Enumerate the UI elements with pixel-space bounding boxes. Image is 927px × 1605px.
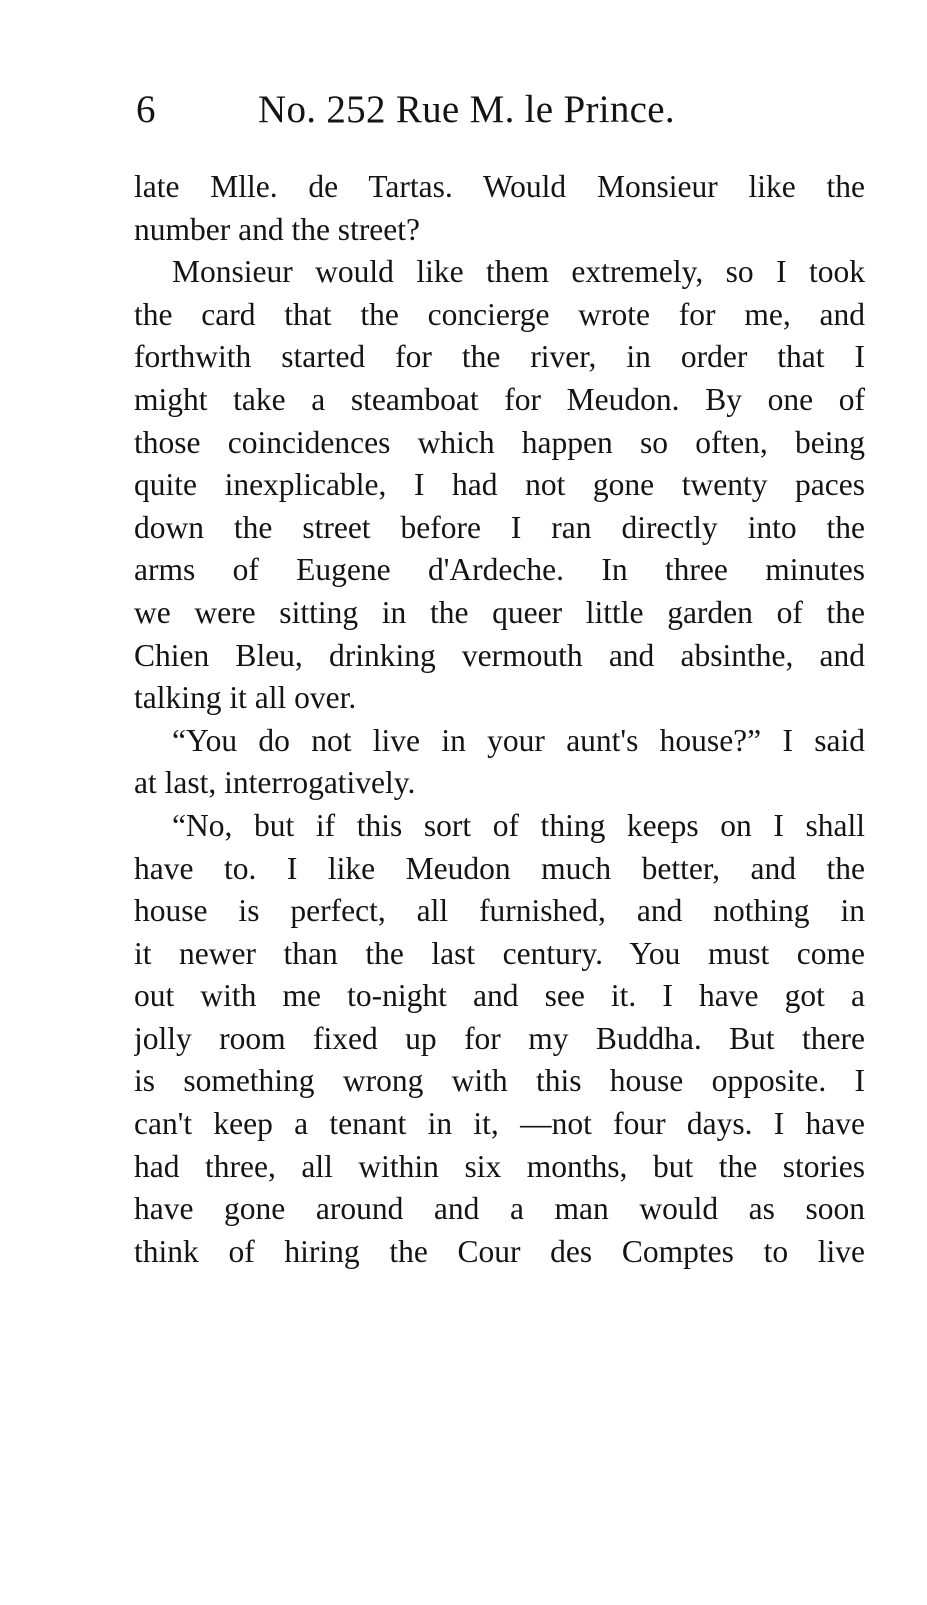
running-title: No. 252 Rue M. le Prince.: [258, 88, 675, 131]
text-line: late Mlle. de Tartas. Would Monsieur like the: [134, 169, 865, 204]
page-number: 6: [136, 88, 156, 131]
text-line: quite inexplicable, I had not gone twenty paces: [134, 467, 865, 503]
text-line: have to. I like Meudon much better, and the: [134, 850, 865, 886]
text-line: down the street before I ran directly into the: [134, 509, 865, 545]
text-line: have gone around and a man would as soon: [134, 1191, 865, 1227]
text-line: number and the street?: [134, 211, 421, 247]
paragraph: [134, 805, 865, 1274]
text-line: talking it all over.: [134, 680, 357, 716]
paragraph: [134, 166, 865, 251]
text-line: those coincidences which happen so often, being: [134, 424, 865, 460]
text-line: Monsieur would like them extremely, so I took: [172, 254, 865, 290]
text-line: think of hiring the Cour des Comptes to live: [134, 1233, 865, 1269]
text-line: the card that the concierge wrote for me, and: [134, 296, 865, 332]
running-head: [136, 82, 866, 138]
paragraph: [134, 720, 865, 805]
text-line: forthwith started for the river, in order that I: [134, 339, 865, 375]
text-line: might take a steamboat for Meudon. By one of: [134, 381, 865, 417]
text-line: had three, all within six months, but the stories: [134, 1148, 865, 1184]
paragraph: [134, 251, 865, 720]
body-text: [134, 166, 865, 1273]
text-line: jolly room fixed up for my Buddha. But there: [134, 1020, 865, 1056]
text-line: we were sitting in the queer little garden of the: [134, 594, 865, 630]
text-line: is something wrong with this house opposite. I: [134, 1063, 865, 1099]
text-line: “You do not live in your aunt's house?” I said: [172, 722, 865, 758]
text-line: “No, but if this sort of thing keeps on I shall: [172, 807, 865, 843]
text-line: can't keep a tenant in it, —not four days. I have: [134, 1106, 865, 1142]
text-line: out with me to-night and see it. I have got a: [134, 978, 865, 1014]
text-line: arms of Eugene d'Ardeche. In three minutes: [134, 552, 865, 588]
text-line: Chien Bleu, drinking vermouth and absinthe, and: [134, 637, 865, 673]
text-line: at last, interrogatively.: [134, 765, 416, 801]
text-line: house is perfect, all furnished, and nothing in: [134, 893, 865, 929]
text-line: it newer than the last century. You must come: [134, 935, 865, 971]
